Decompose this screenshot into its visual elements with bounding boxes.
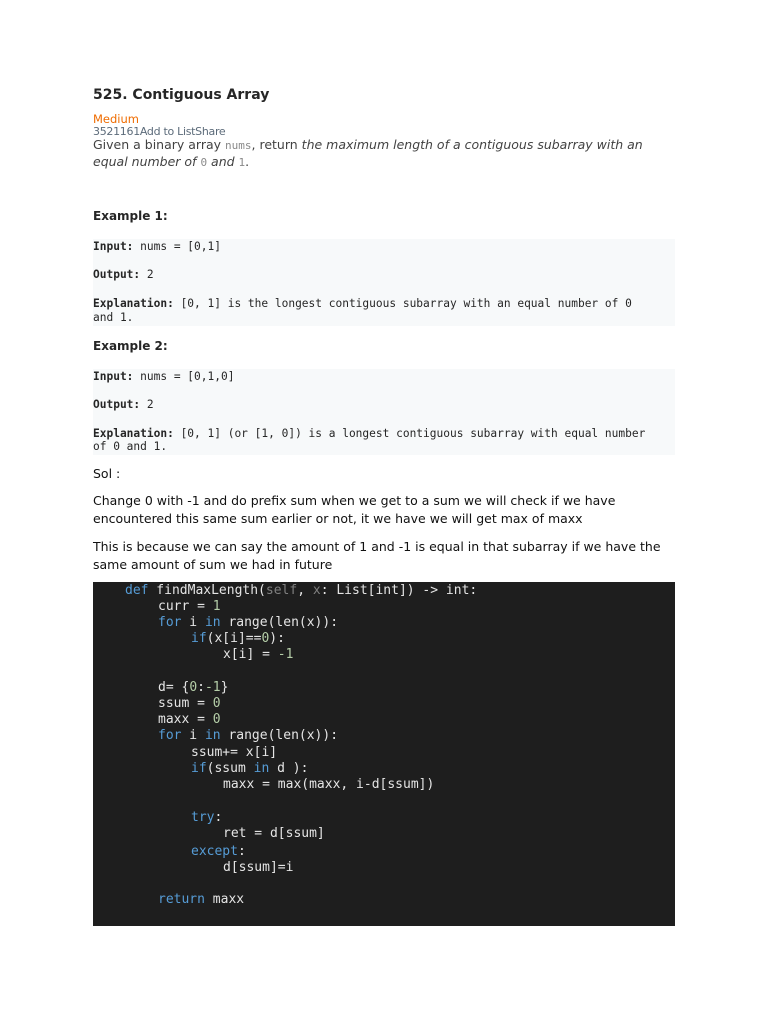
keyword-in: in [204,728,221,743]
code-text: range(len(x)): [220,615,339,630]
keyword-for: for [158,615,182,630]
input-label: Input: [93,370,134,383]
example-2-explanation [93,427,645,440]
code-text: ssum = [158,696,213,711]
keyword-return: return [158,892,205,907]
code-line-12: maxx = max(maxx, i-d[ssum]) [223,777,435,792]
code-line-6 [158,680,228,695]
desc-prefix: Given a binary array [93,137,226,152]
code-number: 0 [212,696,221,711]
desc-and: and [207,153,239,169]
explanation-text: [0, 1] (or [1, 0]) is a longest contiguous subarray with equal number [173,427,646,440]
input-label: Input: [93,240,134,253]
code-line-1 [125,583,477,598]
code-text: x[i] = [223,647,278,662]
param-self: self [265,583,298,598]
example-2-output [93,398,154,411]
code-text: range(len(x)): [220,728,339,743]
input-value: nums = [0,1,0] [133,370,235,383]
problem-title: 525. Contiguous Array [93,87,270,103]
keyword-if: if [191,631,207,646]
code-text: maxx [204,892,245,907]
code-line-10: ssum+= x[i] [191,745,278,760]
code-line-2 [158,599,221,614]
code-number: 1 [212,599,221,614]
input-value: nums = [0,1] [133,240,221,253]
code-line-5 [223,647,293,662]
code-text: i [181,615,205,630]
desc-code-zero: 0 [200,155,208,169]
code-number: 0 [261,631,270,646]
desc-mid: , return [251,137,302,152]
output-value: 2 [140,268,154,281]
code-text: : [197,680,205,695]
code-signature-rest: : List[int]) -> int: [320,583,478,598]
code-line-14: ret = d[ssum] [223,826,325,841]
explanation-text: [0, 1] is the longest contiguous subarray with an equal number of 0 [173,297,632,310]
code-text: } [220,680,229,695]
code-text: d= { [158,680,190,695]
function-name: findMaxLength( [148,583,266,598]
desc-code-nums: nums [225,139,252,152]
code-line-13 [191,810,222,825]
output-label: Output: [93,268,141,281]
problem-meta: 3521161Add to ListShare [93,125,226,138]
code-line-17 [158,892,244,907]
output-label: Output: [93,398,141,411]
param-x: x [312,583,321,598]
solution-paragraph-1: Change 0 with -1 and do prefix sum when we get to a sum we will check if we have encountered this same sum earlier or not, it we have we will get max of maxx [93,493,616,526]
keyword-if: if [191,761,207,776]
example-1-explanation [93,297,632,310]
code-text: i [181,728,205,743]
example-1-heading: Example 1: [93,209,168,223]
keyword-try: try [191,810,215,825]
code-text: curr = [158,599,213,614]
problem-description [93,137,673,170]
code-line-7 [158,696,221,711]
example-2-heading: Example 2: [93,339,168,353]
output-value: 2 [140,398,154,411]
code-number: -1 [277,647,294,662]
desc-code-one: 1 [238,155,246,169]
code-number: 0 [212,712,221,727]
code-line-9 [158,728,338,743]
example-2-block [93,369,675,455]
keyword-except: except [191,844,238,859]
code-number: 0 [189,680,198,695]
code-line-4 [191,631,285,646]
code-text: : [237,844,246,859]
code-text: maxx = [158,712,213,727]
keyword-def: def [125,583,149,598]
keyword-in: in [253,761,270,776]
code-line-15 [191,844,246,859]
example-2-explanation-cont: of 0 and 1. [93,440,168,453]
explanation-label: Explanation: [93,427,174,440]
code-block [93,582,675,926]
keyword-in: in [204,615,221,630]
desc-italic: the maximum length of a contiguous subarray with an equal number of [93,137,643,169]
code-text: (x[i]== [206,631,262,646]
code-text: (ssum [206,761,254,776]
code-number: -1 [204,680,221,695]
code-comma: , [297,583,313,598]
code-line-11 [191,761,308,776]
example-1-block [93,239,675,326]
code-line-16: d[ssum]=i [223,860,294,875]
solution-paragraph-2: This is because we can say the amount of 1 and -1 is equal in that subarray if we have the same amount of sum we had in future [93,539,661,572]
solution-label: Sol : [93,466,121,481]
example-1-output [93,268,154,281]
example-1-explanation-cont: and 1. [93,311,134,324]
code-text: d ): [269,761,309,776]
code-line-3 [158,615,338,630]
code-text: : [214,810,223,825]
code-line-8 [158,712,221,727]
difficulty-label: Medium [93,112,139,126]
keyword-for: for [158,728,182,743]
desc-end: . [245,153,250,169]
explanation-label: Explanation: [93,297,174,310]
code-text: ): [269,631,285,646]
example-1-input [93,240,221,253]
example-2-input [93,370,234,383]
